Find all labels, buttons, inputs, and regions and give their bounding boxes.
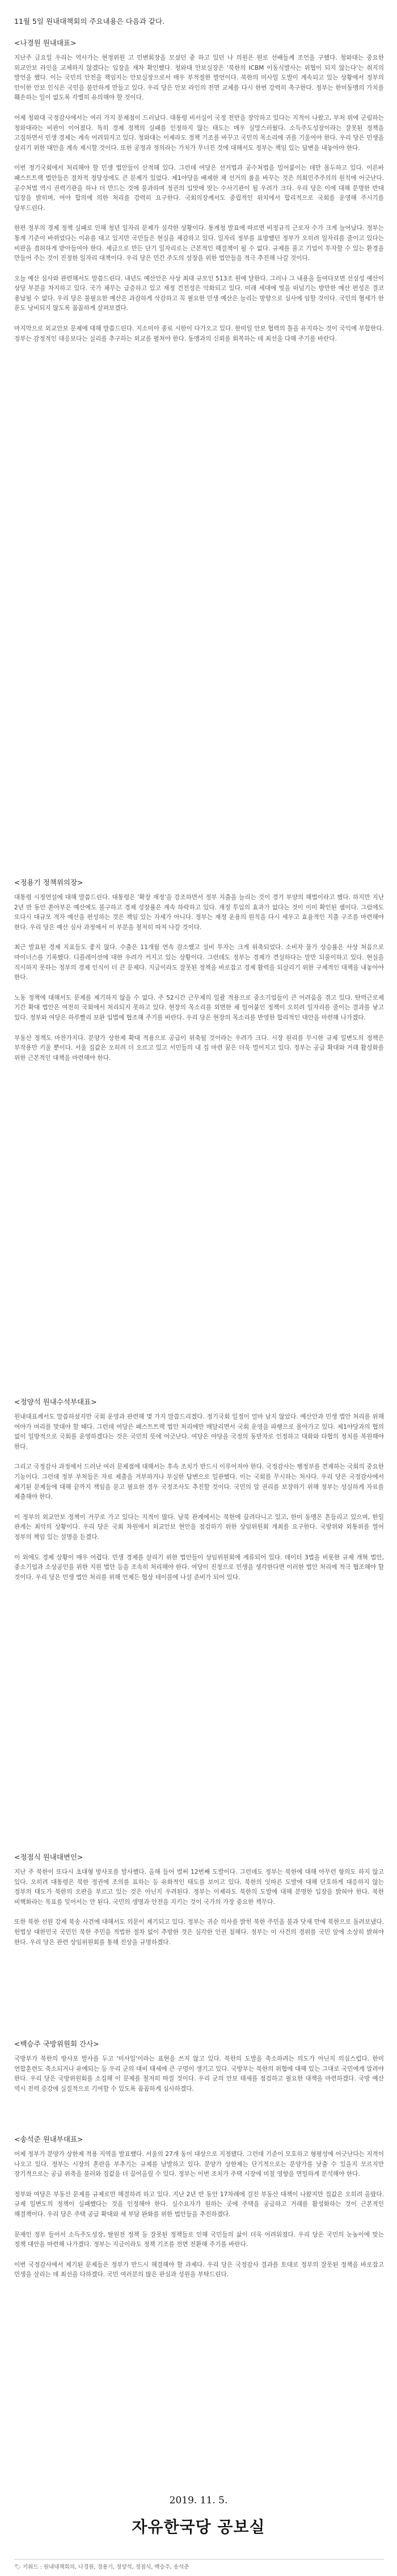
organization-name: 자유한국당 공보실: [132, 2518, 265, 2536]
paragraph: 정부와 여당은 부동산 문제를 규제로만 해결하려 하고 있다. 지난 2년 반 동안 17차례에 걸친 부동산 대책이 나왔지만 집값은 오히려 올랐다. 규제 일변도의 정책이 실패했다는 것을 인정해야 한다. 실수요자가 원하는 곳에 주택을 공급하고 거래를 활성화하는 것이 근본적인 해결책이다. 우리 당은 주택 공급 확대와 세 부담 완화를 위한 법안들을 추진하겠다.: [14, 2191, 384, 2218]
paragraph: 그리고 국정감사 과정에서 드러난 여러 문제점에 대해서는 후속 조치가 반드시 이루어져야 한다. 국정감사는 행정부를 견제하는 국회의 중요한 기능이다. 그런데 정부 부처들은 자료 제출을 거부하거나 부실한 답변으로 일관했다. 이는 국회를 무시하는 처사다. 우리 당은 국정감사에서 제기된 문제들에 대해 끝까지 책임을 묻고 필요한 경우 국정조사도 추진할 것이다. 국민의 알 권리를 보장하기 위해 정부는 성실하게 자료를 제출해야 한다.: [14, 1463, 384, 1501]
section-jung-jeomsik: [14, 1852, 384, 1958]
section-heading: <정양석 원내수석부대표>: [14, 1398, 97, 1406]
paragraph: 한편 정부의 경제 정책 실패로 인해 청년 일자리 문제가 심각한 상황이다. 통계청 발표에 따르면 비정규직 근로자 수가 크게 늘어났다. 정부는 통계 기준이 바뀌었다는 이유를 대고 있지만 국민들은 현실을 체감하고 있다. 일자리 정부를 표방했던 정부가 오히려 일자리를 줄이고 있다는 비판을 겸허하게 받아들여야 한다. 세금으로 만든 단기 일자리로는 근본적인 해결책이 될 수 없다. 규제를 풀고 기업이 투자할 수 있는 환경을 만들어 주는 것이 진정한 일자리 대책이다. 우리 당은 민간 주도의 성장을 위한 법안들을 적극 추진해 나갈 것이다.: [14, 225, 384, 262]
paragraph: 노동 정책에 대해서도 문제를 제기하지 않을 수 없다. 주 52시간 근무제의 일괄 적용으로 중소기업들이 큰 어려움을 겪고 있다. 탄력근로제 기간 확대 법안은 여전히 국회에서 처리되지 못하고 있다. 현장의 목소리를 외면한 채 밀어붙인 정책이 오히려 일자리를 줄이는 결과를 낳고 있다. 정부와 여당은 하루빨리 보완 입법에 협조해 주기를 바란다. 우리 당은 현장의 목소리를 반영한 합리적인 대안을 마련해 나가겠다.: [14, 994, 384, 1021]
section-jung-yongki: [14, 877, 384, 1073]
paragraph: 지난주 금요일 우리는 역사가는 현정위원 고 민변회장을 모셨던 중 하고 있던 나 의원은 원로 선배들께 조언을 구했다. 청와대는 중요한 외교안보 라인을 교체하지 않겠다는 입장을 재차 확인했다. 청와대 안보실장은 '북한의 ICBM 이동식발사는 위협이 되지 않는다'는 취지의 발언을 했다. 이는 국민의 안전을 책임지는 안보실장으로서 매우 부적절한 발언이다. 북한의 미사일 도발이 계속되고 있는 상황에서 정부의 안이한 안보 인식은 국민을 불안하게 만들고 있다. 우리 당은 안보 라인의 전면 교체를 다시 한번 강력히 촉구한다. 정부는 한미동맹의 가치를 훼손하는 일이 없도록 각별히 유의해야 할 것이다.: [14, 54, 384, 102]
paragraph: 대통령 시정연설에 대해 말씀드린다. 대통령은 '확장 재정'을 강조하면서 정부 지출을 늘리는 것이 경기 부양의 해법이라고 했다. 하지만 지난 2년 반 동안 쏟아부은 예산에도 불구하고 경제 성장률은 계속 하락하고 있다. 재정 투입의 효과가 없다는 것이 이미 확인된 셈이다. 그럼에도 또다시 대규모 적자 예산을 편성하는 것은 책임 있는 자세가 아니다. 정부는 재정 운용의 원칙을 다시 세우고 효율적인 지출 구조를 마련해야 한다. 우리 당은 예산 심사 과정에서 이 부분을 철저히 따져 나갈 것이다.: [14, 894, 384, 931]
paragraph: 이번 정기국회에서 처리해야 할 민생 법안들이 산적해 있다. 그런데 여당은 선거법과 공수처법을 밀어붙이는 데만 몰두하고 있다. 이른바 패스트트랙 법안들은 절차적 정당성에도 큰 문제가 있었다. 제1야당을 배제한 채 선거의 룰을 바꾸는 것은 의회민주주의의 원칙에 어긋난다. 공수처법 역시 권력기관을 하나 더 만드는 것에 불과하며 정권의 입맛에 맞는 수사기관이 될 우려가 크다. 우리 당은 이에 대해 분명한 반대 입장을 밝히며, 여야 합의에 의한 처리를 강력히 요구한다. 국회의장께서도 중립적인 위치에서 합리적으로 국회를 운영해 주시기를 당부드린다.: [14, 165, 384, 212]
paragraph: 이번 국정감사에서 제기된 문제들은 정부가 반드시 해결해야 할 과제다. 우리 당은 국정감사 결과를 토대로 정부의 잘못된 정책을 바로잡고 민생을 살리는 데 최선을 다하겠다. 국민 여러분의 많은 관심과 성원을 부탁드린다.: [14, 2261, 384, 2279]
release-date: 2019. 11. 5.: [169, 2495, 228, 2506]
paragraph: 마지막으로 외교안보 문제에 대해 말씀드린다. 지소미아 종료 시한이 다가오고 있다. 한미일 안보 협력의 틀을 유지하는 것이 국익에 부합한다. 정부는 감정적인 대응보다는 실리를 추구하는 외교를 펼쳐야 한다. 동맹과의 신뢰를 회복하는 데 최선을 다해 주기를 바란다.: [14, 325, 384, 342]
keyword-separator: :: [40, 2564, 44, 2570]
section-heading: <백승주 국방위원회 간사>: [14, 2040, 99, 2048]
paragraph: 국방부가 북한의 방사포 발사를 두고 '미사일'이라는 표현을 쓰지 않고 있다. 북한의 도발을 축소하려는 의도가 아닌지 의심스럽다. 한미 연합훈련도 축소되거나 유예되는 등 우리 군의 대비 태세에 큰 구멍이 생기고 있다. 국방부는 북한의 위협에 대해 있는 그대로 국민에게 알려야 한다. 우리 당은 국방위원회를 소집해 이 문제를 철저히 따질 것이다. 우리 군의 안보 태세를 점검하고 필요한 대책을 마련하겠다. 국방 예산 역시 전력 증강에 실질적으로 기여할 수 있도록 꼼꼼하게 심사하겠다.: [14, 2055, 384, 2092]
keyword-list[interactable]: 원내대책회의, 나경원, 정용기, 정양석, 정점식, 백승주, 송석준: [43, 2564, 189, 2570]
section-song-seokjun: [14, 2134, 384, 2290]
paragraph: 문재인 정부 들어서 소득주도성장, 탈원전 정책 등 잘못된 정책들로 인해 국민들의 삶이 더욱 어려워졌다. 우리 당은 국민의 눈높이에 맞는 정책 대안을 마련해 나가겠다. 정부는 지금이라도 정책 기조를 전면 전환해 주기를 바란다.: [14, 2231, 384, 2248]
section-heading: <정점식 원내대변인>: [14, 1853, 83, 1861]
keyword-footer: [14, 2559, 384, 2570]
section-baek-seungjoo: [14, 2038, 384, 2104]
section-heading: <정용기 정책위의장>: [14, 878, 83, 887]
intro-line: 11월 5일 원내대책회의 주요내용은 다음과 같다.: [14, 17, 165, 26]
tag-icon: 🏷: [14, 2564, 22, 2570]
paragraph: 어제 정부가 분양가 상한제 적용 지역을 발표했다. 서울의 27개 동이 대상으로 지정됐다. 그런데 기준이 모호하고 형평성에 어긋난다는 지적이 나오고 있다. 정부는 시장의 혼란을 부추기는 규제를 남발하고 있다. 분양가 상한제는 단기적으로는 분양가를 낮출 수 있을지 모르지만 장기적으로는 공급 위축을 불러와 집값을 더 끌어올릴 수 있다. 정부는 이번 조치가 주택 시장에 미칠 영향을 면밀하게 분석해야 한다.: [14, 2151, 384, 2178]
section-heading: <송석준 원내부대표>: [14, 2135, 83, 2143]
paragraph: 지난 주 북한이 또다시 초대형 방사포를 발사했다. 올해 들어 벌써 12번째 도발이다. 그런데도 정부는 북한에 대해 아무런 항의도 하지 않고 있다. 오히려 대통령은 북한 정권에 조의를 표하는 등 유화적인 태도를 보이고 있다. 북한의 잇따른 도발에 대해 단호하게 대응하지 않는 정부의 태도가 북한의 오판을 부르고 있는 것은 아닌지 우려된다. 정부는 이제라도 북한의 도발에 대해 분명한 입장을 밝혀야 한다. 북한 비핵화라는 목표를 잊어서는 안 된다. 국민의 생명과 안전을 지키는 것이 국가의 가장 중요한 책무다.: [14, 1869, 384, 1906]
section-heading: <나경원 원내대표>: [14, 39, 77, 47]
paragraph: 원내대표께서도 말씀하셨지만 국회 운영과 관련해 몇 가지 말씀드리겠다. 정기국회 일정이 얼마 남지 않았다. 예산안과 민생 법안 처리를 위해 여야가 머리를 맞대야 할 때다. 그런데 여당은 패스트트랙 법안 처리에만 매달리면서 국회 운영을 파행으로 몰아가고 있다. 제1야당과의 협의 없이 일방적으로 국회를 운영하겠다는 것은 국민의 뜻에 어긋난다. 여당은 야당을 국정의 동반자로 인정하고 대화와 타협의 정치를 복원해야 한다.: [14, 1413, 384, 1450]
paragraph: 또한 북한 선원 강제 북송 사건에 대해서도 의문이 제기되고 있다. 정부는 귀순 의사를 밝힌 북한 주민을 불과 닷새 만에 북한으로 돌려보냈다. 헌법상 대한민국 국민인 북한 주민을 적법한 절차 없이 추방한 것은 심각한 인권 침해다. 정부는 이 사건의 경위를 국민 앞에 소상히 밝혀야 한다. 우리 당은 관련 상임위원회를 통해 진상을 규명하겠다.: [14, 1919, 384, 1946]
section-jung-yangseok: [14, 1396, 384, 1593]
paragraph: 이 외에도 경제 상황이 매우 어렵다. 민생 경제를 살리기 위한 법안들이 상임위원회에 계류되어 있다. 데이터 3법을 비롯한 규제 개혁 법안, 중소기업과 소상공인을 위한 지원 법안 등을 조속히 처리해야 한다. 여당이 진정으로 민생을 생각한다면 이러한 법안 처리에 적극 협조해야 할 것이다. 우리 당은 민생 법안 처리를 위해 언제든 협상 테이블에 나설 준비가 되어 있다.: [14, 1554, 384, 1581]
keyword-label: 키워드: [23, 2564, 39, 2570]
paragraph: 오늘 예산 심사와 관련해서도 말씀드린다. 내년도 예산안은 사상 최대 규모인 513조 원에 달한다. 그러나 그 내용을 들여다보면 선심성 예산이 상당 부분을 차지하고 있다. 국가 채무는 급증하고 있고 재정 건전성은 악화되고 있다. 미래 세대에 빚을 떠넘기는 방만한 예산 편성은 결코 용납될 수 없다. 우리 당은 불필요한 예산은 과감하게 삭감하고 꼭 필요한 민생 예산은 늘리는 방향으로 심사에 임할 것이다. 국민의 혈세가 한 푼도 낭비되지 않도록 꼼꼼하게 살펴보겠다.: [14, 275, 384, 312]
paragraph: 어제 청와대 국정감사에서는 여러 가지 문제점이 드러났다. 대통령 비서실이 국정 전반을 장악하고 있다는 지적이 나왔고, 부처 위에 군림하는 청와대라는 비판이 이어졌다. 특히 경제 정책의 실패를 인정하지 않는 태도는 매우 실망스러웠다. 소득주도성장이라는 잘못된 정책을 고집하면서 민생 경제는 계속 어려워지고 있다. 청와대는 이제라도 정책 기조를 바꾸고 국민의 목소리에 귀를 기울여야 한다. 우리 당은 민생을 살리기 위한 대안을 계속 제시할 것이다. 또한 공정과 정의라는 가치가 무너진 것에 대해서도 정부는 책임 있는 답변을 내놓아야 한다.: [14, 114, 384, 152]
paragraph: 부동산 정책도 마찬가지다. 분양가 상한제 확대 적용으로 공급이 위축될 것이라는 우려가 크다. 시장 원리를 무시한 규제 일변도의 정책은 부작용만 키울 뿐이다. 서울 집값은 오히려 더 오르고 있고 서민들의 내 집 마련 꿈은 더욱 멀어지고 있다. 정부는 공급 확대와 거래 활성화를 위한 근본적인 대책을 마련해야 한다.: [14, 1034, 384, 1062]
paragraph: 최근 발표된 경제 지표들도 좋지 않다. 수출은 11개월 연속 감소했고 설비 투자는 크게 위축되었다. 소비자 물가 상승률은 사상 처음으로 마이너스를 기록했다. 디플레이션에 대한 우려가 커지고 있는 상황이다. 그런데도 정부는 경제가 견실하다는 말만 되풀이하고 있다. 현실을 직시하지 못하는 정부의 경제 인식이 더 큰 문제다. 지금이라도 잘못된 정책을 바로잡고 경제 활력을 되살리기 위한 구체적인 대책을 내놓아야 한다.: [14, 944, 384, 981]
section-na-kyungwon: [14, 37, 384, 354]
paragraph: 이 정부의 외교안보 정책이 거꾸로 가고 있다는 지적이 많다. 남북 관계에서는 북한에 끌려다니고 있고, 한미 동맹은 흔들리고 있으며, 한일 관계는 최악의 상황이다. 우리 당은 국회 차원에서 외교안보 현안을 점검하기 위한 상임위원회 개최를 요구한다. 국방위와 외통위를 열어 정부의 책임 있는 설명을 듣겠다.: [14, 1513, 384, 1541]
